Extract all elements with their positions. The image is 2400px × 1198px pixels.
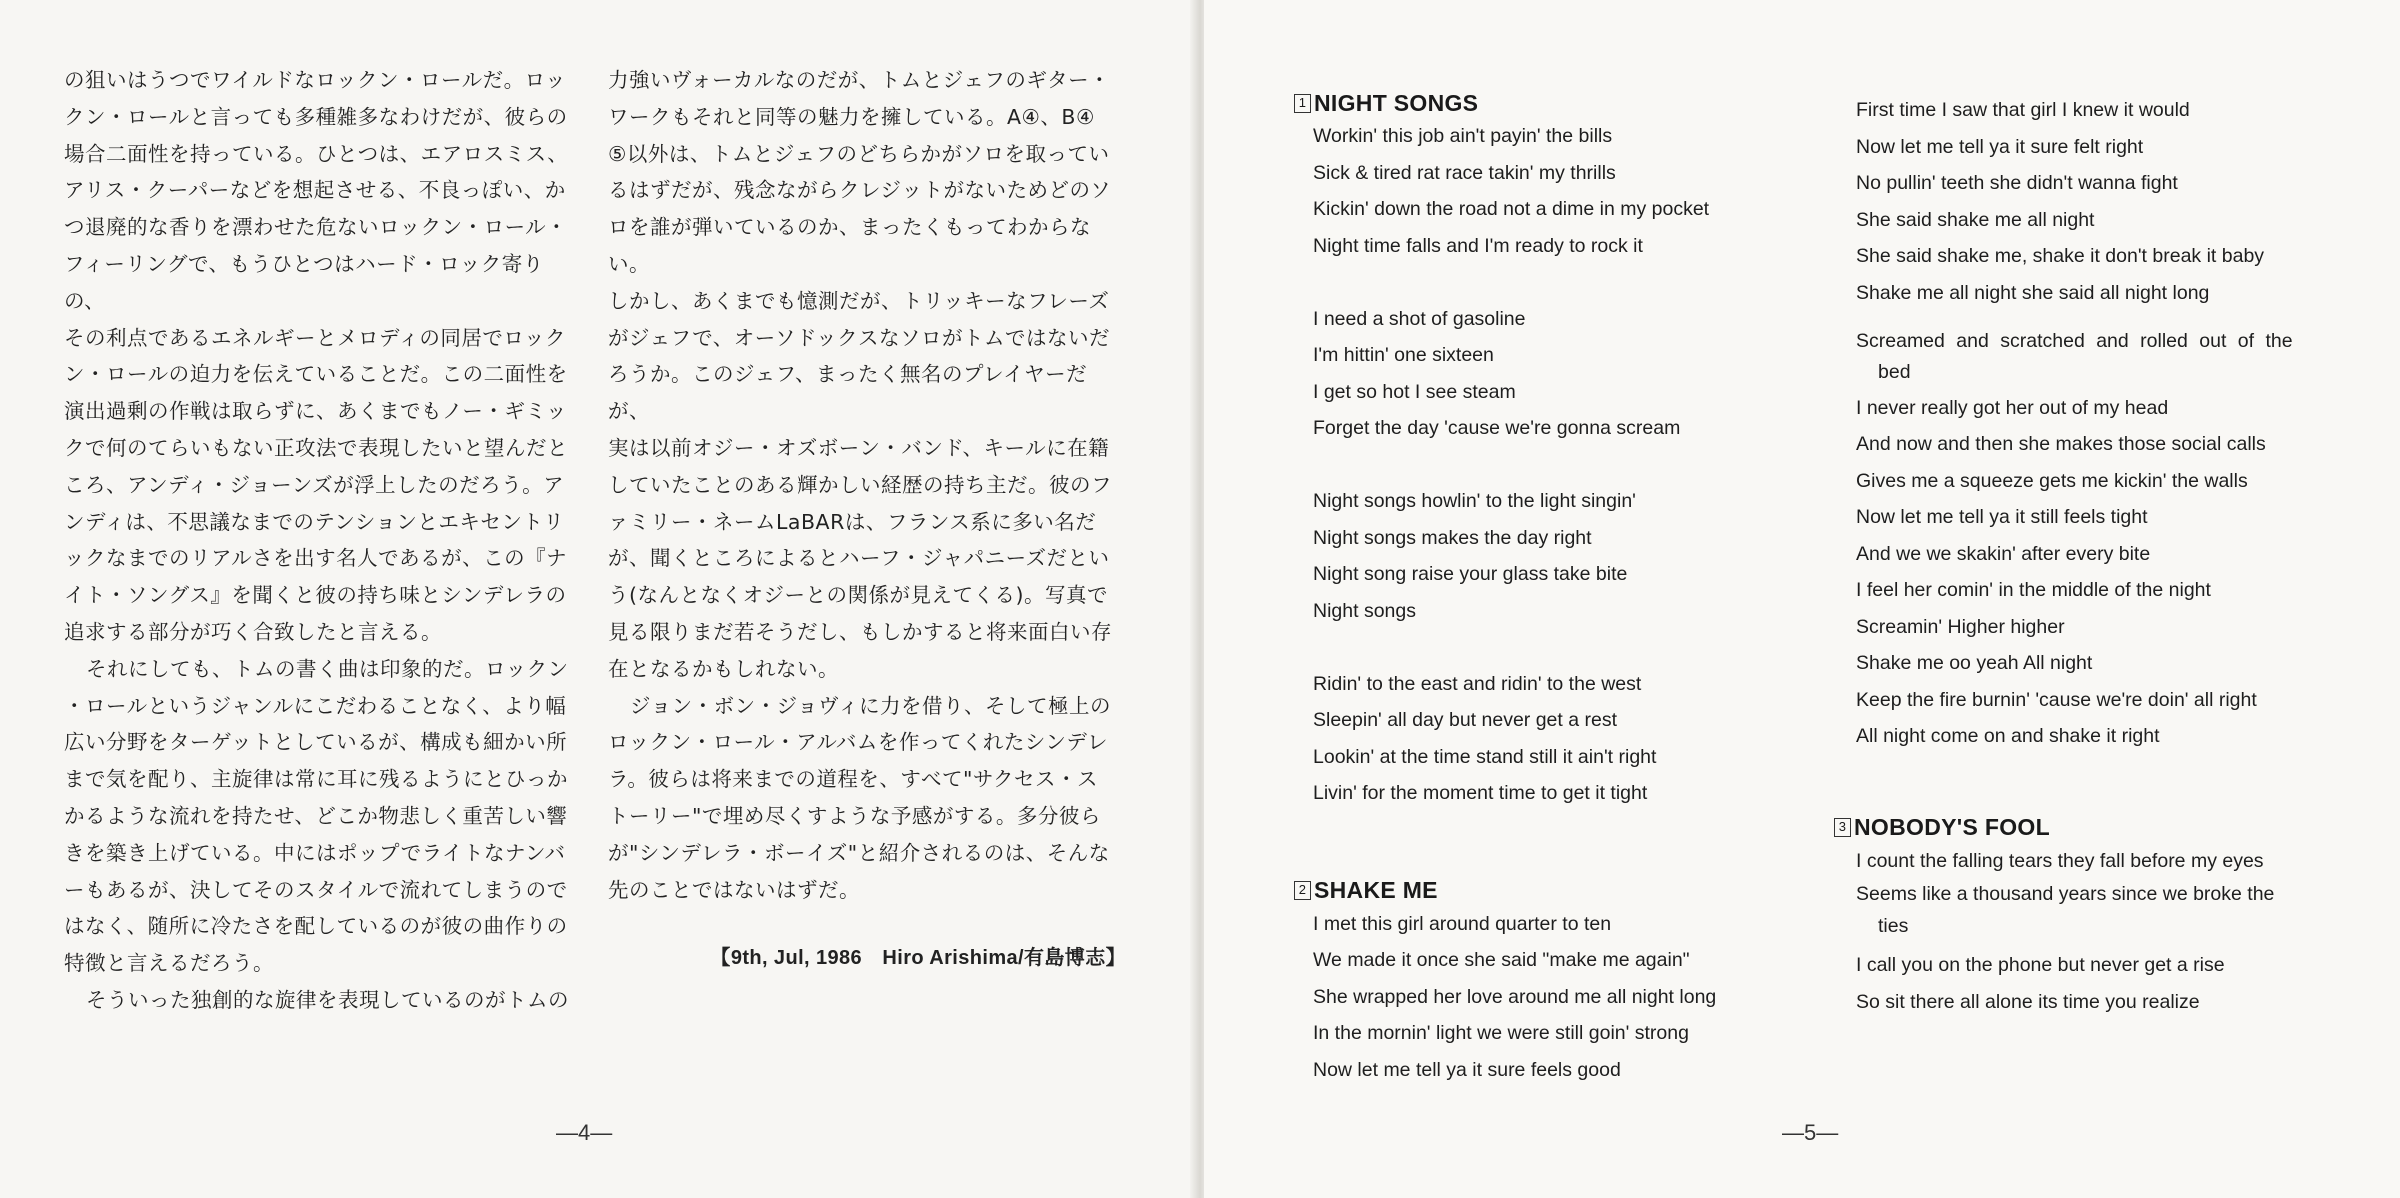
lyric-line: Night song raise your glass take bite: [1313, 563, 1628, 585]
lyric-line: We made it once she said "make me again": [1313, 949, 1690, 971]
lyric-line: I count the falling tears they fall before my eyes: [1856, 849, 2264, 872]
jp-line: が、聞くところによるとハーフ・ジャパニーズだとい: [608, 546, 1110, 571]
lyric-line: Now let me tell ya it sure felt right: [1856, 135, 2144, 158]
lyric-line-continuation: bed: [1878, 360, 1911, 383]
jp-line: まで気を配り、主旋律は常に耳に残るようにとひっか: [64, 767, 568, 792]
lyric-line-continuation: ties: [1878, 915, 1909, 937]
lyric-line: I'm hittin' one sixteen: [1313, 344, 1494, 366]
lyrics-block: [1834, 92, 2364, 755]
jp-line: ⑤以外は、トムとジェフのどちらかがソロを取ってい: [608, 141, 1110, 166]
song-title: 3 NOBODY'S FOOL: [1834, 813, 2364, 843]
lyric-line: Shake me oo yeah All night: [1856, 652, 2093, 674]
left-page: [0, 0, 1196, 1198]
jp-line: 力強いヴォーカルなのだが、トムとジェフのギター・: [608, 68, 1111, 92]
jp-line: ン・ロールの迫力を伝えていることだ。この二面性を: [64, 362, 568, 387]
lyric-line: In the mornin' light we were still goin' strong: [1313, 1022, 1689, 1044]
song-title: 2 SHAKE ME: [1294, 876, 1794, 906]
jp-line: ジョン・ボン・ジョヴィに力を借り、そして極上の: [630, 693, 1111, 718]
song-title: 1 NIGHT SONGS: [1294, 88, 1794, 118]
jp-line: ンディは、不思議なまでのテンションとエキセントリ: [64, 509, 565, 534]
jp-line: ・ロールというジャンルにこだわることなく、より幅: [64, 693, 567, 718]
lyric-line: I call you on the phone but never get a rise: [1856, 954, 2225, 976]
jp-line: フィーリングで、もうひとつはハード・ロック寄りの、: [64, 251, 544, 313]
lyrics-block: [1294, 906, 1794, 1089]
jp-line: 在となるかもしれない。: [608, 656, 839, 681]
liner-notes-column-2: [608, 62, 1126, 977]
jp-line: ワークもそれと同等の魅力を擁している。A④、B④: [608, 104, 1095, 129]
lyrics-column-2: [1834, 92, 2364, 1020]
lyric-line: Now let me tell ya it sure feels good: [1313, 1058, 1621, 1081]
lyric-line: So sit there all alone its time you realize: [1856, 990, 2200, 1013]
lyric-line: Night songs howlin' to the light singin': [1313, 490, 1636, 512]
liner-notes-column-1: [64, 62, 574, 1019]
jp-line: 特徴と言えるだろう。: [64, 951, 274, 976]
jp-line: アリス・クーパーなどを想起させる、不良っぽい、か: [64, 178, 566, 203]
lyrics-column-1: [1294, 88, 1794, 1088]
lyric-line: I need a shot of gasoline: [1313, 307, 1526, 330]
lyric-line: Night songs: [1313, 599, 1416, 622]
lyric-line: She wrapped her love around me all night long: [1313, 985, 1717, 1008]
jp-line: かるような流れを持たせ、どこか物悲しく重苦しい響: [64, 803, 568, 828]
lyrics-block: [1294, 118, 1794, 812]
jp-line: う(なんとなくオジーとの関係が見えてくる)。写真で: [608, 583, 1108, 608]
lyric-line: Sick & tired rat race takin' my thrills: [1313, 161, 1616, 184]
lyric-line: Night time falls and I'm ready to rock it: [1313, 234, 1643, 257]
lyric-line: I feel her comin' in the middle of the night: [1856, 579, 2211, 601]
lyric-line: Screamed and scratched and rolled out of the: [1856, 330, 2293, 352]
jp-line: 広い分野をターゲットとしているが、構成も細かい所: [64, 730, 568, 755]
page-number: —5—: [1782, 1120, 1839, 1145]
jp-line: るはずだが、残念ながらクレジットがないためどのソ: [608, 178, 1112, 203]
lyric-line: She said shake me all night: [1856, 208, 2095, 231]
jp-line: はなく、随所に冷たさを配しているのが彼の曲作りの: [64, 914, 568, 939]
jp-line: きを築き上げている。中にはポップでライトなナンバ: [64, 840, 566, 865]
jp-line: トーリー"で埋め尽くすような予感がする。多分彼ら: [608, 803, 1101, 828]
jp-line: していたことのある輝かしい経歴の持ち主だ。彼のフ: [608, 472, 1112, 497]
lyric-line: Now let me tell ya it still feels tight: [1856, 506, 2148, 528]
lyric-line: Shake me all night she said all night long: [1856, 281, 2210, 304]
jp-line: つ退廃的な香りを漂わせた危ないロックン・ロール・: [64, 215, 568, 240]
jp-line: ロックン・ロール・アルバムを作ってくれたシンデレ: [608, 730, 1109, 755]
jp-line: ーもあるが、決してそのスタイルで流れてしまうので: [64, 877, 568, 902]
jp-line: イト・ソングス』を聞くと彼の持ち味とシンデレラの: [64, 583, 567, 608]
jp-line: 先のことではないはずだ。: [608, 877, 860, 902]
lyric-line: Gives me a squeeze gets me kickin' the walls: [1856, 469, 2248, 492]
lyric-line: Sleepin' all day but never get a rest: [1313, 709, 1617, 731]
jp-line: 追求する部分が巧く合致したと言える。: [64, 619, 442, 644]
jp-line: がジェフで、オーソドックスなソロがトムではないだ: [608, 325, 1110, 350]
jp-line: 演出過剰の作戦は取らずに、あくまでもノー・ギミッ: [64, 399, 567, 424]
jp-line: ろうか。このジェフ、まったく無名のプレイヤーだが、: [608, 362, 1088, 424]
jp-line: の狙いはうつでワイルドなロックン・ロールだ。ロッ: [64, 68, 567, 92]
lyric-line: Seems like a thousand years since we broke the: [1856, 883, 2275, 905]
lyric-line: And now and then she makes those social calls: [1856, 433, 2266, 455]
jp-line: ックなまでのリアルさを出す名人であるが、この『ナ: [64, 546, 568, 571]
lyric-line: She said shake me, shake it don't break it baby: [1856, 245, 2265, 267]
lyric-line: Screamin' Higher higher: [1856, 615, 2065, 638]
track-number-box: 1: [1294, 94, 1311, 113]
lyric-line: Ridin' to the east and ridin' to the west: [1313, 672, 1642, 695]
jp-line: が"シンデレラ・ボーイズ"と紹介されるのは、そんな: [608, 840, 1110, 865]
jp-line: 見る限りまだ若そうだし、もしかすると将来面白い存: [608, 619, 1112, 644]
jp-line: 実は以前オジー・オズボーン・バンド、キールに在籍: [608, 435, 1110, 460]
jp-line: クン・ロールと言っても多種雑多なわけだが、彼らの: [64, 104, 568, 129]
lyrics-block: [1834, 843, 2364, 1021]
lyric-line: I get so hot I see steam: [1313, 380, 1516, 403]
jp-line: ァミリー・ネームLaBARは、フランス系に多い名だ: [608, 509, 1097, 534]
lyric-line: Night songs makes the day right: [1313, 526, 1592, 549]
jp-line: ころ、アンディ・ジョーンズが浮上したのだろう。ア: [64, 472, 565, 497]
jp-line: そういった独創的な旋律を表現しているのがトムの: [86, 987, 569, 1012]
jp-line: クで何のてらいもない正攻法で表現したいと望んだと: [64, 435, 568, 460]
lyric-line: All night come on and shake it right: [1856, 725, 2160, 747]
track-number-box: 2: [1294, 881, 1311, 900]
jp-line: 場合二面性を持っている。ひとつは、エアロスミス、: [64, 141, 569, 166]
jp-line: その利点であるエネルギーとメロディの同居でロック: [64, 325, 566, 350]
jp-line: それにしても、トムの書く曲は印象的だ。ロックン: [86, 656, 569, 681]
page-number: —4—: [556, 1120, 613, 1145]
lyric-line: Keep the fire burnin' 'cause we're doin' all right: [1856, 688, 2257, 711]
lyric-line: Lookin' at the time stand still it ain't right: [1313, 745, 1657, 768]
jp-line: しかし、あくまでも憶測だが、トリッキーなフレーズ: [608, 288, 1110, 313]
jp-line: ラ。彼らは将来までの道程を、すべて"サクセス・ス: [608, 767, 1099, 792]
lyric-line: Workin' this job ain't payin' the bills: [1313, 125, 1613, 147]
lyric-line: First time I saw that girl I knew it would: [1856, 99, 2190, 121]
track-number-box: 3: [1834, 818, 1851, 837]
lyric-line: Livin' for the moment time to get it tight: [1313, 782, 1648, 804]
jp-line: ロを誰が弾いているのか、まったくもってわからない。: [608, 215, 1091, 276]
lyric-line: And we we skakin' after every bite: [1856, 542, 2151, 565]
lyric-line: Kickin' down the road not a dime in my pocket: [1313, 198, 1710, 220]
author-credit: 【9th, Jul, 1986 Hiro Arishima/有島博志】: [710, 947, 1126, 970]
lyric-line: I never really got her out of my head: [1856, 396, 2169, 419]
lyric-line: I met this girl around quarter to ten: [1313, 912, 1612, 935]
lyric-line: No pullin' teeth she didn't wanna fight: [1856, 172, 2178, 194]
lyric-line: Forget the day 'cause we're gonna scream: [1313, 417, 1681, 439]
